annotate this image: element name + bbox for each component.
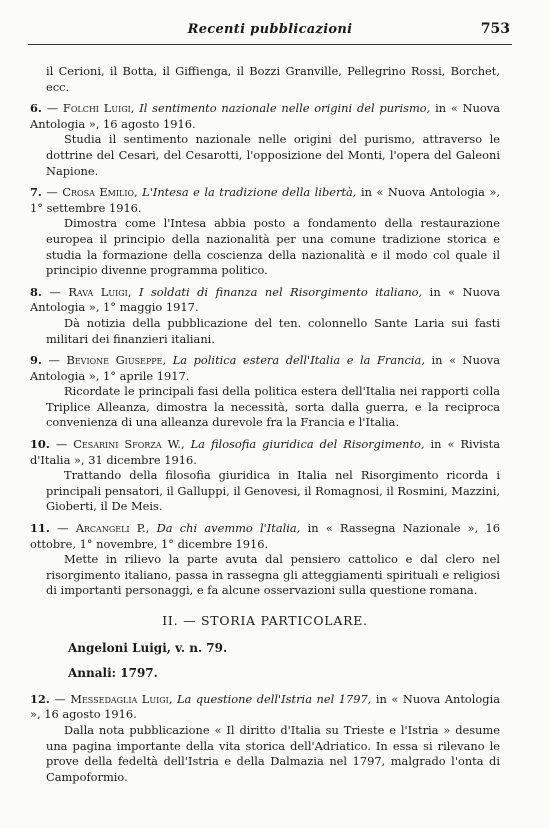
entry-publication: in « Nuova Antologia », 16 agosto 1916. — [30, 101, 501, 131]
entry-dash: — — [46, 185, 58, 200]
bibliography-entry — [30, 692, 500, 786]
header-rule — [28, 44, 512, 45]
section-heading: II. — STORIA PARTICOLARE. — [162, 613, 368, 628]
entry-citation — [30, 185, 500, 216]
entry-number: 8. — [30, 284, 42, 299]
entry-author: Rava Luigi, — [68, 284, 132, 299]
entry-title: L'Intesa e la tradizione della libertà, — [142, 185, 357, 200]
entry-title: I soldati di finanza nel Risorgimento italiano, — [138, 284, 423, 299]
entry-summary: Trattando della filosofia giuridica in Italia nel Risorgimento ricorda i principali pensatori, il Galluppi, il Genovesi, il Romagnosi, il Rosmini, Mazzini, Gioberti, il De Meis. — [46, 468, 500, 514]
entry-summary: Ricordate le principali fasi della politica estera dell'Italia nei rapporti colla Triplice Alleanza, dimostra la necessità, sorta dalla guerra, e la reciproca convenienza di una alleanza durevole fra la Francia e l'Italia. — [46, 384, 500, 430]
bibliography-entry — [30, 101, 500, 179]
entry-number: 12. — [30, 691, 50, 706]
entry-number: 9. — [30, 353, 42, 368]
entry-citation — [30, 437, 500, 468]
entry-number: 7. — [30, 185, 42, 200]
entry-citation — [30, 692, 500, 723]
entry-number: 11. — [30, 521, 50, 536]
cross-reference: Annali: 1797. — [68, 666, 158, 681]
entry-title: La politica estera dell'Italia e la Francia, — [172, 353, 425, 368]
bibliography-entry — [30, 521, 500, 599]
entry-dash: — — [57, 521, 69, 536]
bibliography-entry — [30, 437, 500, 515]
entry-publication: in « Nuova Antologia », 1° settembre 1916. — [30, 185, 501, 215]
entry-citation — [30, 521, 500, 552]
continuation-entry — [30, 64, 500, 95]
page-body — [30, 64, 500, 791]
entry-publication: in « Rassegna Nazionale », 16 ottobre, 1° novembre, 1° dicembre 1916. — [30, 521, 500, 551]
entry-dash: — — [55, 437, 68, 452]
running-title: Recenti pubblicazioni — [187, 22, 353, 37]
entry-author: Arcangeli P., — [75, 521, 150, 536]
entry-publication: in « Nuova Antologia », 1° maggio 1917. — [30, 284, 501, 315]
entry-list — [30, 101, 500, 599]
entry-dash: — — [48, 353, 60, 368]
cross-reference: Angeloni Luigi, v. n. 79. — [68, 640, 228, 655]
entry-title: Il sentimento nazionale nelle origini del purismo, — [139, 101, 431, 116]
entry-publication: in « Nuova Antologia », 16 agosto 1916. — [30, 691, 501, 722]
entry-dash: — — [46, 101, 59, 116]
entry-citation — [30, 353, 500, 384]
page-number: 753 — [480, 21, 510, 37]
entry-title: La questione dell'Istria nel 1797, — [176, 691, 372, 706]
continuation-text: il Cerioni, il Botta, il Giffienga, il Bozzi Granville, Pellegrino Rossi, Borchet, ecc. — [46, 64, 500, 94]
entry-title: Da chi avemmo l'Italia, — [156, 521, 301, 536]
entry-publication: in « Rivista d'Italia », 31 dicembre 1916. — [30, 437, 500, 467]
entry-citation — [30, 285, 500, 316]
entry-publication: in « Nuova Antologia », 1° aprile 1917. — [30, 353, 501, 383]
entry-summary: Dalla nota pubblicazione « Il diritto d'Italia su Trieste e l'Istria » desume una pagina importante della vita storica dell'Adriatico. In essa si rilevano le prove della fedeltà dell'Istria e della Dalmazia nel 1797, malgrado l'onta di Campoformio. — [46, 722, 500, 784]
entry-number: 6. — [30, 101, 42, 116]
entry-number: 10. — [30, 437, 50, 452]
entry-title: La filosofia giuridica del Risorgimento, — [190, 437, 425, 452]
bibliography-entry — [30, 285, 500, 347]
entry-dash: — — [49, 284, 61, 299]
entry-author: Cesarini Sforza W., — [73, 437, 185, 452]
entry-citation — [30, 101, 500, 132]
entry-author: Bevione Giuseppe, — [66, 353, 167, 368]
entry-author: Folchi Luigi, — [62, 101, 135, 116]
running-head — [30, 22, 510, 42]
entry-author: Messedaglia Luigi, — [70, 691, 173, 706]
bibliography-entry — [30, 353, 500, 431]
entry-dash: — — [54, 691, 66, 706]
entry-summary: Dà notizia della pubblicazione del ten. colonnello Sante Laria sui fasti militari dei finanzieri italiani. — [46, 315, 500, 346]
bibliography-entry — [30, 185, 500, 279]
entry-author: Crosa Emilio, — [62, 185, 138, 200]
entry-summary: Mette in rilievo la parte avuta dal pensiero cattolico e dal clero nel risorgimento italiano, passa in rassegna gli atteggiamenti spirituali e religiosi di importanti personaggi, e fa alcune osservazioni sulla questione romana. — [46, 552, 500, 598]
entry-summary: Studia il sentimento nazionale nelle origini del purismo, attraverso le dottrine del Cesari, del Cesarotti, l'opposizione del Monti, l'opera del Galeoni Napione. — [46, 132, 500, 178]
entry-summary: Dimostra come l'Intesa abbia posto a fondamento della restaurazione europea il principio della nazionalità per una comune tradizione storica e studia la formazione della coscienza della nazionalità e il modo col quale il principio divenne programma politico. — [46, 216, 500, 278]
